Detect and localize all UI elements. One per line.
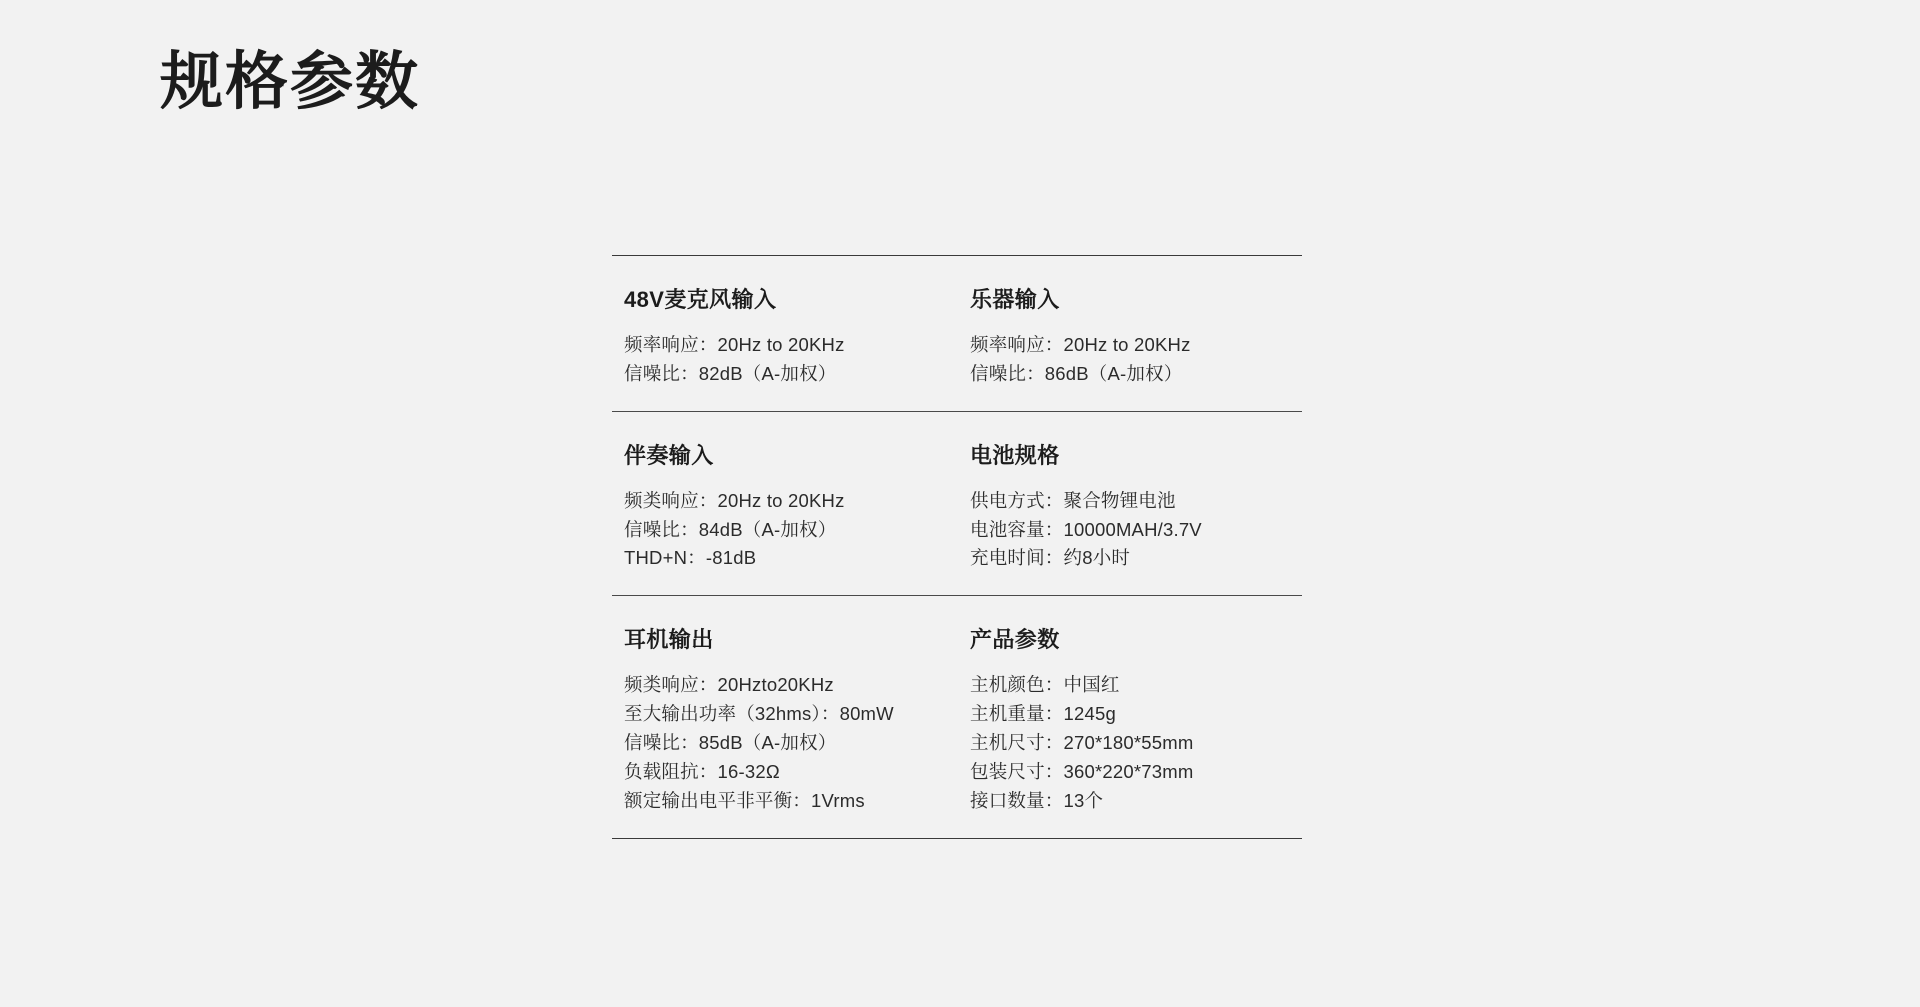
spec-line: 频率响应：20Hz to 20KHz [970, 334, 1191, 355]
spec-group-product-parameters [952, 623, 1302, 815]
table-row [612, 256, 1302, 411]
table-row [612, 596, 1302, 837]
spec-group-mic-input [612, 283, 952, 389]
spec-group-headphone-output [612, 623, 952, 815]
spec-group-battery [952, 439, 1302, 574]
page-title: 规格参数 [160, 47, 420, 117]
spec-line: 供电方式：聚合物锂电池 [970, 489, 1176, 511]
specification-table [612, 255, 1302, 839]
spec-line: 主机重量：1245g [970, 703, 1116, 725]
spec-line: 信噪比：86dB（A-加权） [970, 362, 1183, 384]
spec-line: 负载阻抗：16-32Ω [624, 760, 780, 782]
spec-line: 信噪比：84dB（A-加权） [624, 518, 837, 540]
spec-line: 信噪比：85dB（A-加权） [624, 732, 837, 754]
spec-line: 信噪比：82dB（A-加权） [624, 362, 837, 384]
spec-group-heading: 48V麦克风输入 [624, 287, 777, 312]
spec-group-heading: 乐器输入 [970, 287, 1060, 312]
spec-line: 接口数量：13个 [970, 789, 1104, 811]
table-bottom-divider [612, 838, 1302, 839]
spec-group-heading: 产品参数 [970, 627, 1060, 653]
spec-group-heading: 耳机输出 [624, 627, 714, 653]
spec-line: 频类响应：20Hz to 20KHz [624, 489, 845, 511]
spec-line: 至大输出功率（32hms）：80mW [624, 703, 894, 725]
spec-line: 频率响应：20Hz to 20KHz [624, 334, 845, 355]
spec-line: 主机尺寸：270*180*55mm [970, 732, 1194, 754]
table-row [612, 412, 1302, 596]
spec-line: 电池容量：10000MAH/3.7V [970, 518, 1202, 540]
spec-group-instrument-input [952, 283, 1302, 389]
spec-group-accompaniment-input [612, 439, 952, 574]
spec-group-heading: 电池规格 [970, 442, 1060, 468]
spec-line: 额定输出电平非平衡：1Vrms [624, 789, 865, 811]
spec-line: 充电时间：约8小时 [970, 547, 1131, 569]
spec-group-heading: 伴奏输入 [624, 442, 714, 468]
spec-line: 主机颜色：中国红 [970, 674, 1120, 696]
spec-line: 包装尺寸：360*220*73mm [970, 760, 1194, 782]
spec-line: 频类响应：20Hzto20KHz [624, 674, 834, 696]
spec-line: THD+N：-81dB [624, 547, 757, 569]
